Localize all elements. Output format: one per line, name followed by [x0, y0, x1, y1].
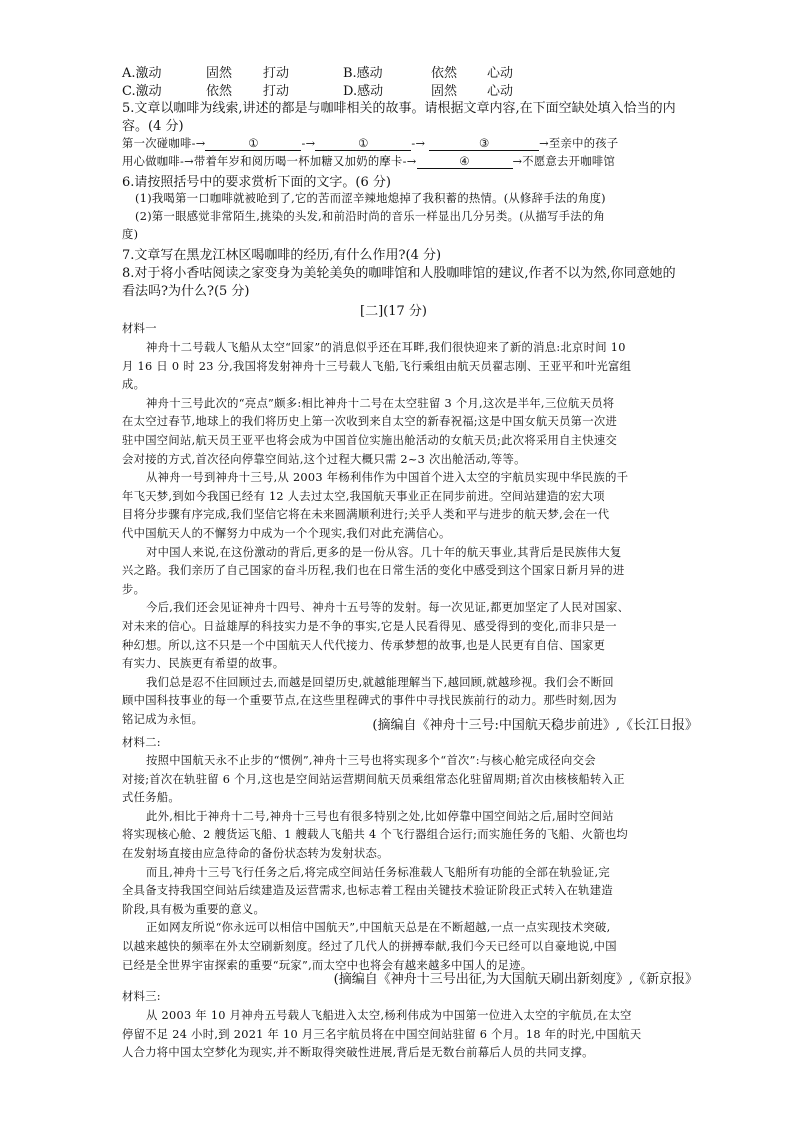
m1-line: 种幻想。所以,这不只是一个中国航天人代代接力、传承梦想的故事,也是人民更有自信、国家更 — [122, 638, 606, 652]
material-3-label: 材料三: — [122, 990, 161, 1003]
m1-line: 会对接的方式,首次径向停靠空间站,这个过程大概只需 2~3 次出舱活动,等等。 — [122, 452, 526, 466]
flow-arrow-2: -→ — [411, 137, 426, 150]
question-5-cont: 容。(4 分) — [122, 119, 184, 134]
flow-end-2: →不愿意去开咖啡馆 — [512, 155, 616, 168]
option-d-3: 心动 — [487, 84, 514, 99]
m1-line: 在太空过春节,地球上的我们将历史上第一次收到来自太空的新春祝福;这是中国女航天员第一次进 — [122, 415, 618, 429]
m3-line: 人合力将中国太空梦化为现实,并不断取得突破性进展,背后是无数台前幕后人员的共同支撑。 — [122, 1046, 594, 1060]
flow-mid: 用心做咖啡-→带着年岁和阅历喝一杯加糖又加奶的摩卡-→ — [122, 155, 417, 168]
blank-4[interactable]: ④ — [417, 155, 513, 169]
m1-line: 驻中国空间站,航天员王亚平也将会成为中国首位实施出舱活动的女航天员;此次将采用自主快速交 — [122, 434, 618, 447]
m2-line: 在发射场直接由应急待命的备份状态转为发射状态。 — [122, 847, 389, 860]
material-1-label: 材料一 — [122, 322, 157, 335]
m1-line: 目将分步骤有序完成,我们坚信它将在未来圆满顺利进行;关乎人类和平与进步的航天梦,会在一代 — [122, 508, 610, 522]
option-a-3: 打动 — [263, 66, 290, 81]
question-7: 7.文章写在黑龙江林区喝咖啡的经历,有什么作用?(4 分) — [122, 248, 442, 263]
option-b: B.感动 — [343, 66, 383, 81]
m3-line: 从 2003 年 10 月神舟五号载人飞船进入太空,杨利伟成为中国第一位进入太空的宇航员,在太空 — [146, 1009, 632, 1022]
m1-line: 有实力、民族更有希望的故事。 — [122, 657, 285, 671]
blank-1[interactable]: ① — [205, 137, 301, 151]
question-6: 6.请按照括号中的要求赏析下面的文字。(6 分) — [122, 175, 391, 190]
m1-line: 月 16 日 0 时 23 分,我国将发射神舟十三号载人飞船,飞行乘组由航天员翟志刚、王亚平和叶光富组 — [122, 359, 632, 373]
m1-line: 从神舟一号到神舟十三号,从 2003 年杨利伟作为中国首个进入太空的宇航员实现中华民族的千 — [146, 471, 629, 485]
m1-line: 成。 — [122, 378, 146, 392]
m1-line: 对未来的信心。日益雄厚的科技实力是不争的事实,它是人民看得见、感受得到的变化,而非只是一 — [122, 620, 617, 633]
option-c-2: 依然 — [206, 84, 233, 99]
option-b-2: 依然 — [431, 66, 458, 81]
material-2-label: 材料二: — [122, 736, 161, 749]
m1-line: 代中国航天人的不懈努力中成为一个个现实,我们对此充满信心。 — [122, 527, 451, 540]
m2-line: 对接;首次在轨驻留 6 个月,这也是空间站运营期间航天员乘组常态化驻留周期;首次由核核船转入正 — [122, 772, 625, 786]
m2-line: 而且,神舟十三号飞行任务之后,将完成空间站任务标准载人飞船所有功能的全部在轨验证,完 — [146, 865, 610, 879]
section-title: [二](17 分) — [360, 304, 427, 319]
flow-line-2 — [122, 153, 615, 169]
q6-sentence-2-cont: 度) — [122, 228, 139, 241]
option-a: A.激动 — [122, 66, 162, 81]
m1-line: 我们总是忍不住回顾过去,而越是回望历史,就越能理解当下,越回顾,就越珍视。我们会不断回 — [146, 675, 614, 689]
m2-line: 已经是全世界宇宙探索的重要“玩家”,而太空中也将会有越来越多中国人的足迹。 — [122, 958, 533, 972]
m1-line: 今后,我们还会见证神舟十四号、神舟十五号等的发射。每一次见证,都更加坚定了人民对国家、 — [146, 601, 630, 615]
m1-line: 神舟十二号载人飞船从太空“回家”的消息似乎还在耳畔,我们很快迎来了新的消息:北京时间 10 — [146, 341, 626, 354]
m2-line: 按照中国航天永不止步的“惯例”,神舟十三号也将实现多个“首次”:与核心舱完成径向交会 — [146, 754, 596, 767]
m2-line: 此外,相比于神舟十二号,神舟十三号也有很多特别之处,比如停靠中国空间站之后,届时空间站 — [146, 809, 614, 823]
blank-2[interactable]: ① — [315, 137, 411, 151]
m3-line: 停留不足 24 小时,到 2021 年 10 月三名宇航员将在中国空间站驻留 6 个月。18 年的时光,中国航天 — [122, 1027, 642, 1041]
blank-3[interactable]: ③ — [429, 137, 539, 151]
flow-line-1 — [122, 135, 619, 151]
q6-sentence-1: (1)我喝第一口咖啡就被呛到了,它的苦而涩辛辣地熄掉了我积蓄的热情。(从修辞手法的角度) — [135, 192, 606, 205]
flow-arrow-1: -→ — [301, 137, 316, 150]
m1-line: 对中国人来说,在这份激动的背后,更多的是一份从容。几十年的航天事业,其背后是民族伟大复 — [146, 545, 622, 559]
material-2-source: (摘编自《神舟十三号出征,为大国航天刷出新刻度》,《新京报》 — [333, 972, 698, 987]
material-1-source: (摘编自《神舟十三号:中国航天稳步前进》,《长江日报》 — [372, 718, 698, 733]
q6-sentence-2: (2)第一眼感觉非常陌生,挑染的头发,和前沿时尚的音乐一样显出几分另类。(从描写手法的角 — [135, 210, 606, 223]
option-c-3: 打动 — [263, 84, 290, 99]
m2-line: 将实现核心舱、2 艘货运飞船、1 艘载人飞船共 4 个飞行器组合运行;而实施任务的飞船、火箭也均 — [122, 828, 629, 842]
option-d-2: 固然 — [431, 84, 458, 99]
m1-line: 步。 — [122, 582, 146, 596]
option-c: C.激动 — [122, 84, 162, 99]
question-5: 5.文章以咖啡为线索,讲述的都是与咖啡相关的故事。请根据文章内容,在下面空缺处填入恰当的内 — [122, 101, 676, 116]
m1-line: 顾中国科技事业的每一个重要节点,在这些里程碑式的事件中寻找民族前行的动力。那些时刻,因为 — [122, 694, 617, 708]
option-d: D.感动 — [343, 84, 384, 99]
m2-line: 正如网友所说“你永远可以相信中国航天”,中国航天总是在不断超越,一点一点实现技术突破, — [146, 921, 611, 935]
m1-line: 兴之路。我们亲历了自己国家的奋斗历程,我们也在日常生活的变化中感受到这个国家日新月异的进 — [122, 564, 625, 578]
m1-line: 年飞天梦,到如今我国已经有 12 人去过太空,我国航天事业正在同步前进。空间站建造的宏大项 — [122, 489, 605, 503]
flow-start: 第一次碰咖啡-→ — [122, 137, 206, 150]
question-8-cont: 看法吗?为什么?(5 分) — [122, 284, 250, 299]
m2-line: 阶段,具有极为重要的意义。 — [122, 902, 266, 916]
question-8: 8.对于将小香咕阅读之家变身为美轮美奂的咖啡馆和人股咖啡馆的建议,作者不以为然,你同意她的 — [122, 266, 676, 281]
m2-line: 以越来越快的频率在外太空刷新刻度。经过了几代人的拼搏奉献,我们今天已经可以自豪地说,中国 — [122, 940, 617, 953]
flow-end-1: →至亲中的孩子 — [539, 137, 619, 150]
m1-line: 神舟十三号此次的“亮点”颇多:相比神舟十二号在太空驻留 3 个月,这次是半年,三位航天员将 — [146, 396, 615, 410]
m1-line: 铭记成为永恒。 — [122, 713, 204, 726]
option-a-2: 固然 — [206, 66, 233, 81]
option-b-3: 心动 — [487, 66, 514, 81]
m2-line: 式任务船。 — [122, 791, 180, 805]
m2-line: 全具备支持我国空间站后续建造及运营需求,也标志着工程由关键技术验证阶段正式转入在轨建造 — [122, 884, 613, 898]
